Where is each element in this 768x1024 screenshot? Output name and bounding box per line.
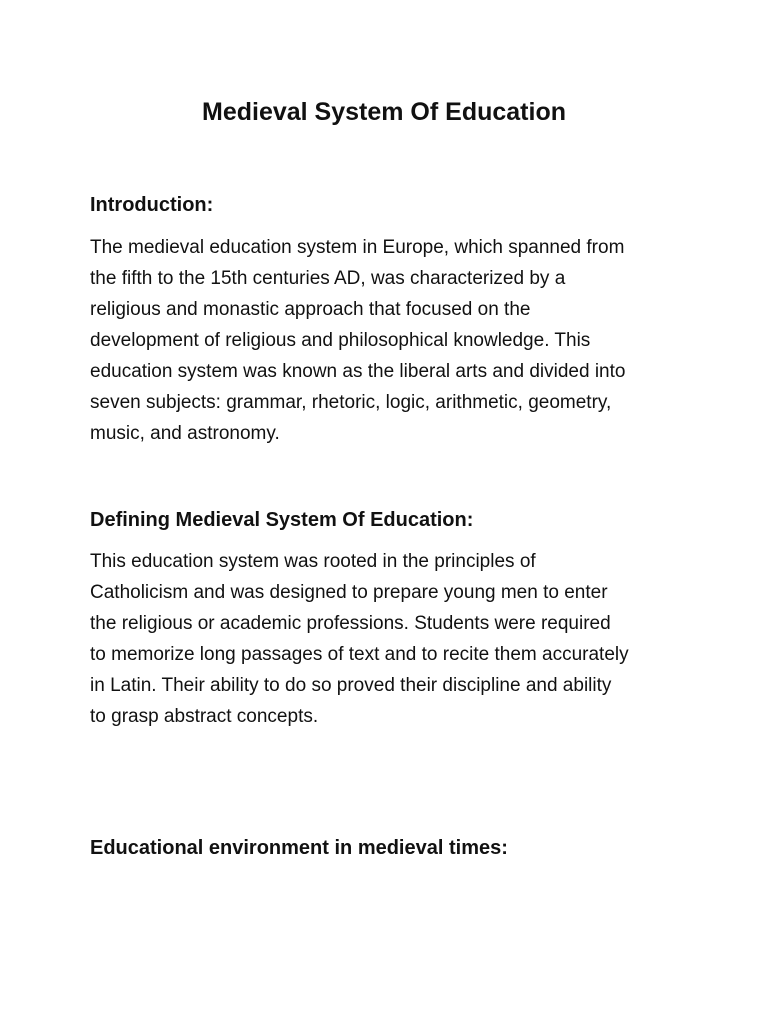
section-paragraph-defining: This education system was rooted in the principles of Catholicism and was designed to prepare young men to enter the religious or academic professions. Students were required to memorize long passages of text and to recite them accurately in Latin. Their ability to do so proved their discipline and ability to grasp abstract concepts. — [90, 551, 629, 727]
section-paragraph-introduction: The medieval education system in Europe, which spanned from the fifth to the 15th centuries AD, was characterized by a religious and monastic approach that focused on the development of religious and philosophical knowledge. This education system was known as the liberal arts and divided into seven subjects: grammar, rhetoric, logic, arithmetic, geometry, music, and astronomy. — [90, 237, 626, 444]
document-title: Medieval System Of Education — [202, 98, 566, 126]
section-heading-introduction: Introduction: — [90, 194, 214, 216]
section-heading-defining: Defining Medieval System Of Education: — [90, 509, 474, 531]
section-heading-educational-environment: Educational environment in medieval times: — [90, 837, 508, 859]
